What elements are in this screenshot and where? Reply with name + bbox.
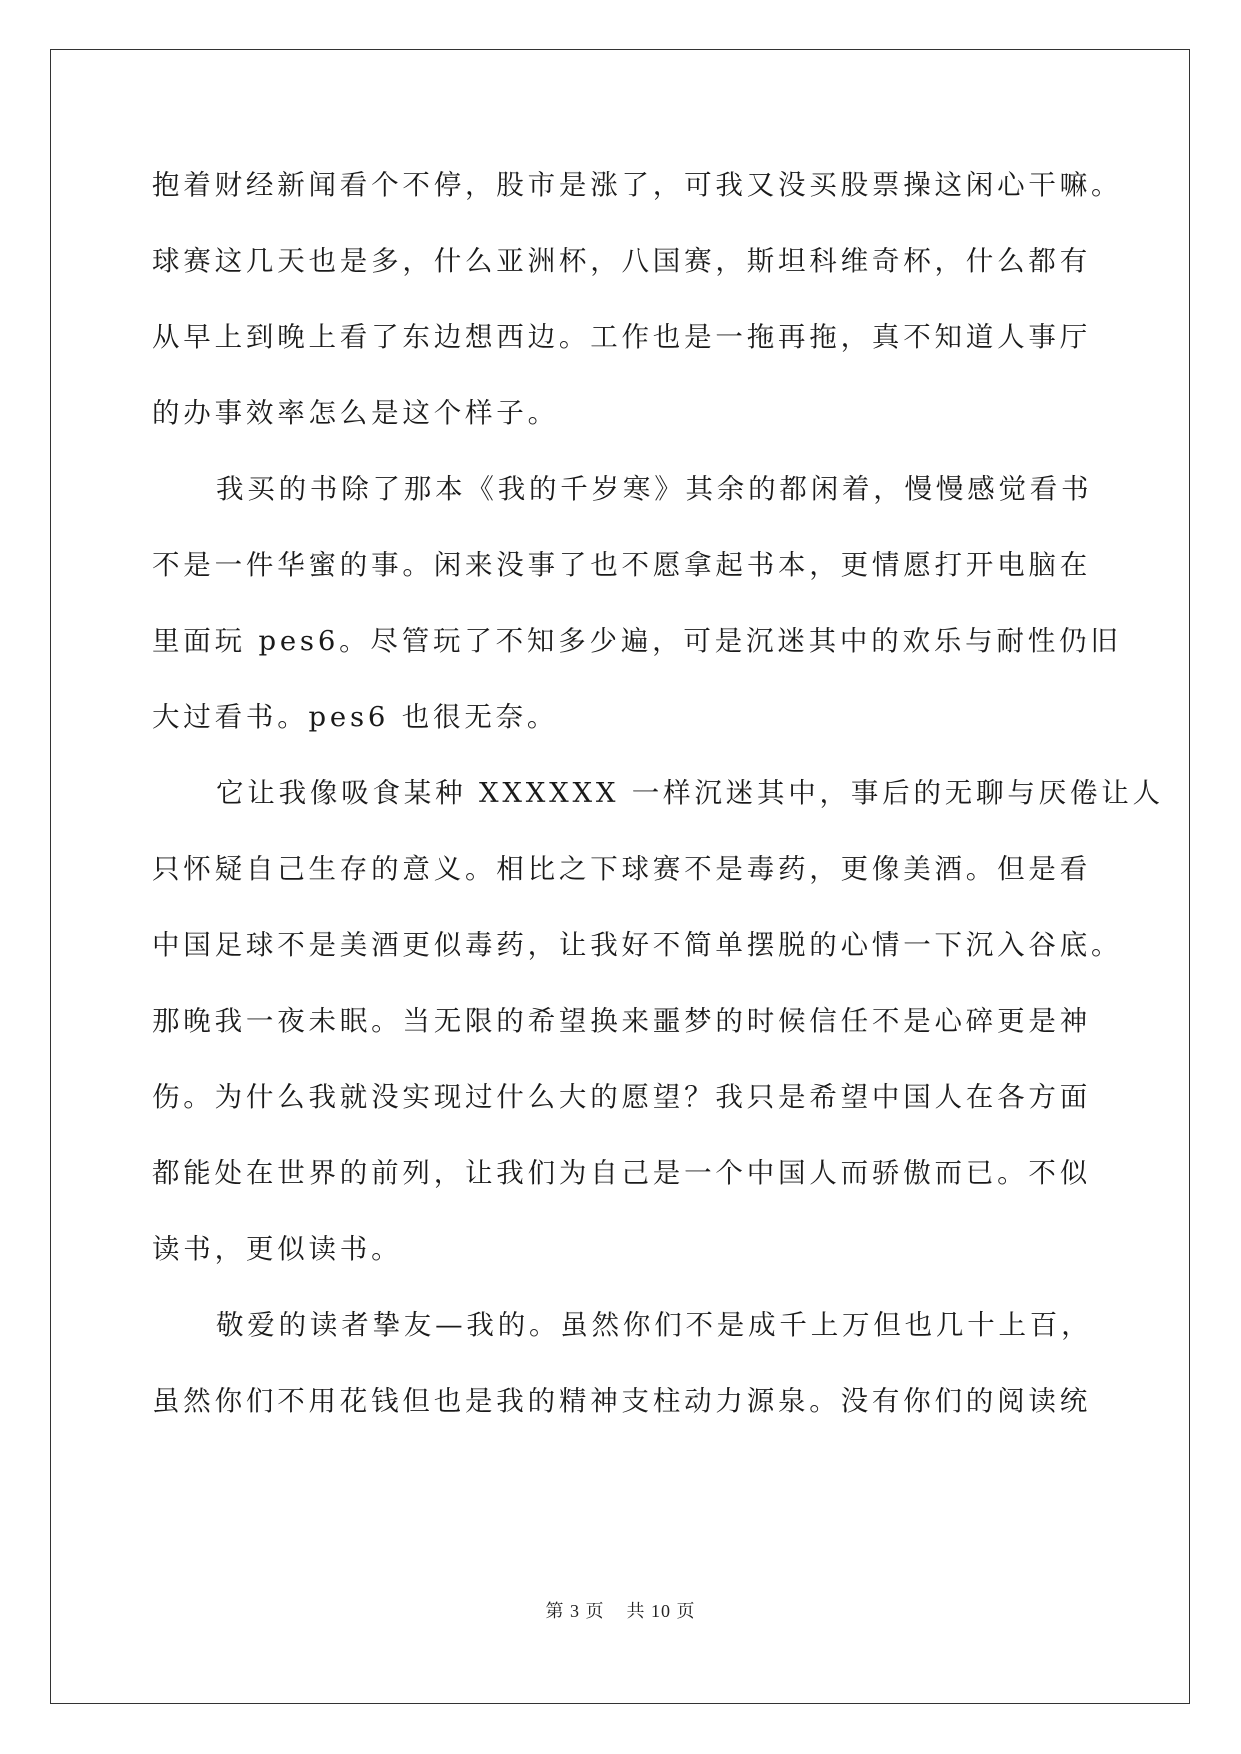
page-number: 第 3 页 [545, 1601, 605, 1621]
text-line-17: 虽然你们不用花钱但也是我的精神支柱动力源泉。没有你们的阅读统 [152, 1385, 1091, 1417]
text-line-12: 那晚我一夜未眠。当无限的希望换来噩梦的时候信任不是心碎更是神 [152, 1005, 1091, 1037]
text-line-11: 中国足球不是美酒更似毒药，让我好不简单摆脱的心情一下沉入谷底。 [152, 929, 1123, 961]
text-line-13: 伤。为什么我就没实现过什么大的愿望？我只是希望中国人在各方面 [152, 1081, 1091, 1113]
text-line-2: 球赛这几天也是多，什么亚洲杯，八国赛，斯坦科维奇杯，什么都有 [152, 245, 1091, 277]
text-line-15: 读书，更似读书。 [152, 1233, 403, 1265]
page-total: 共 10 页 [626, 1601, 696, 1621]
text-line-10: 只怀疑自己生存的意义。相比之下球赛不是毒药，更像美酒。但是看 [152, 853, 1091, 885]
text-line-5: 我买的书除了那本《我的千岁寒》其余的都闲着，慢慢感觉看书 [216, 473, 1093, 505]
text-line-3: 从早上到晚上看了东边想西边。工作也是一拖再拖，真不知道人事厅 [152, 321, 1091, 353]
document-body [152, 157, 1164, 1449]
text-line-6: 不是一件华蜜的事。闲来没事了也不愿拿起书本，更情愿打开电脑在 [152, 549, 1091, 581]
text-line-16: 敬爱的读者挚友—我的。虽然你们不是成千上万但也几十上百， [216, 1309, 1093, 1341]
text-line-1: 抱着财经新闻看个不停，股市是涨了，可我又没买股票操这闲心干嘛。 [152, 169, 1123, 201]
text-line-14: 都能处在世界的前列，让我们为自己是一个中国人而骄傲而已。不似 [152, 1157, 1091, 1189]
text-line-8: 大过看书。pes6 也很无奈。 [152, 701, 559, 733]
page-footer [0, 1597, 1241, 1623]
text-line-4: 的办事效率怎么是这个样子。 [152, 397, 559, 429]
text-line-9: 它让我像吸食某种 XXXXXX 一样沉迷其中，事后的无聊与厌倦让人 [216, 777, 1164, 809]
text-line-7: 里面玩 pes6。尽管玩了不知多少遍，可是沉迷其中的欢乐与耐性仍旧 [152, 625, 1122, 657]
